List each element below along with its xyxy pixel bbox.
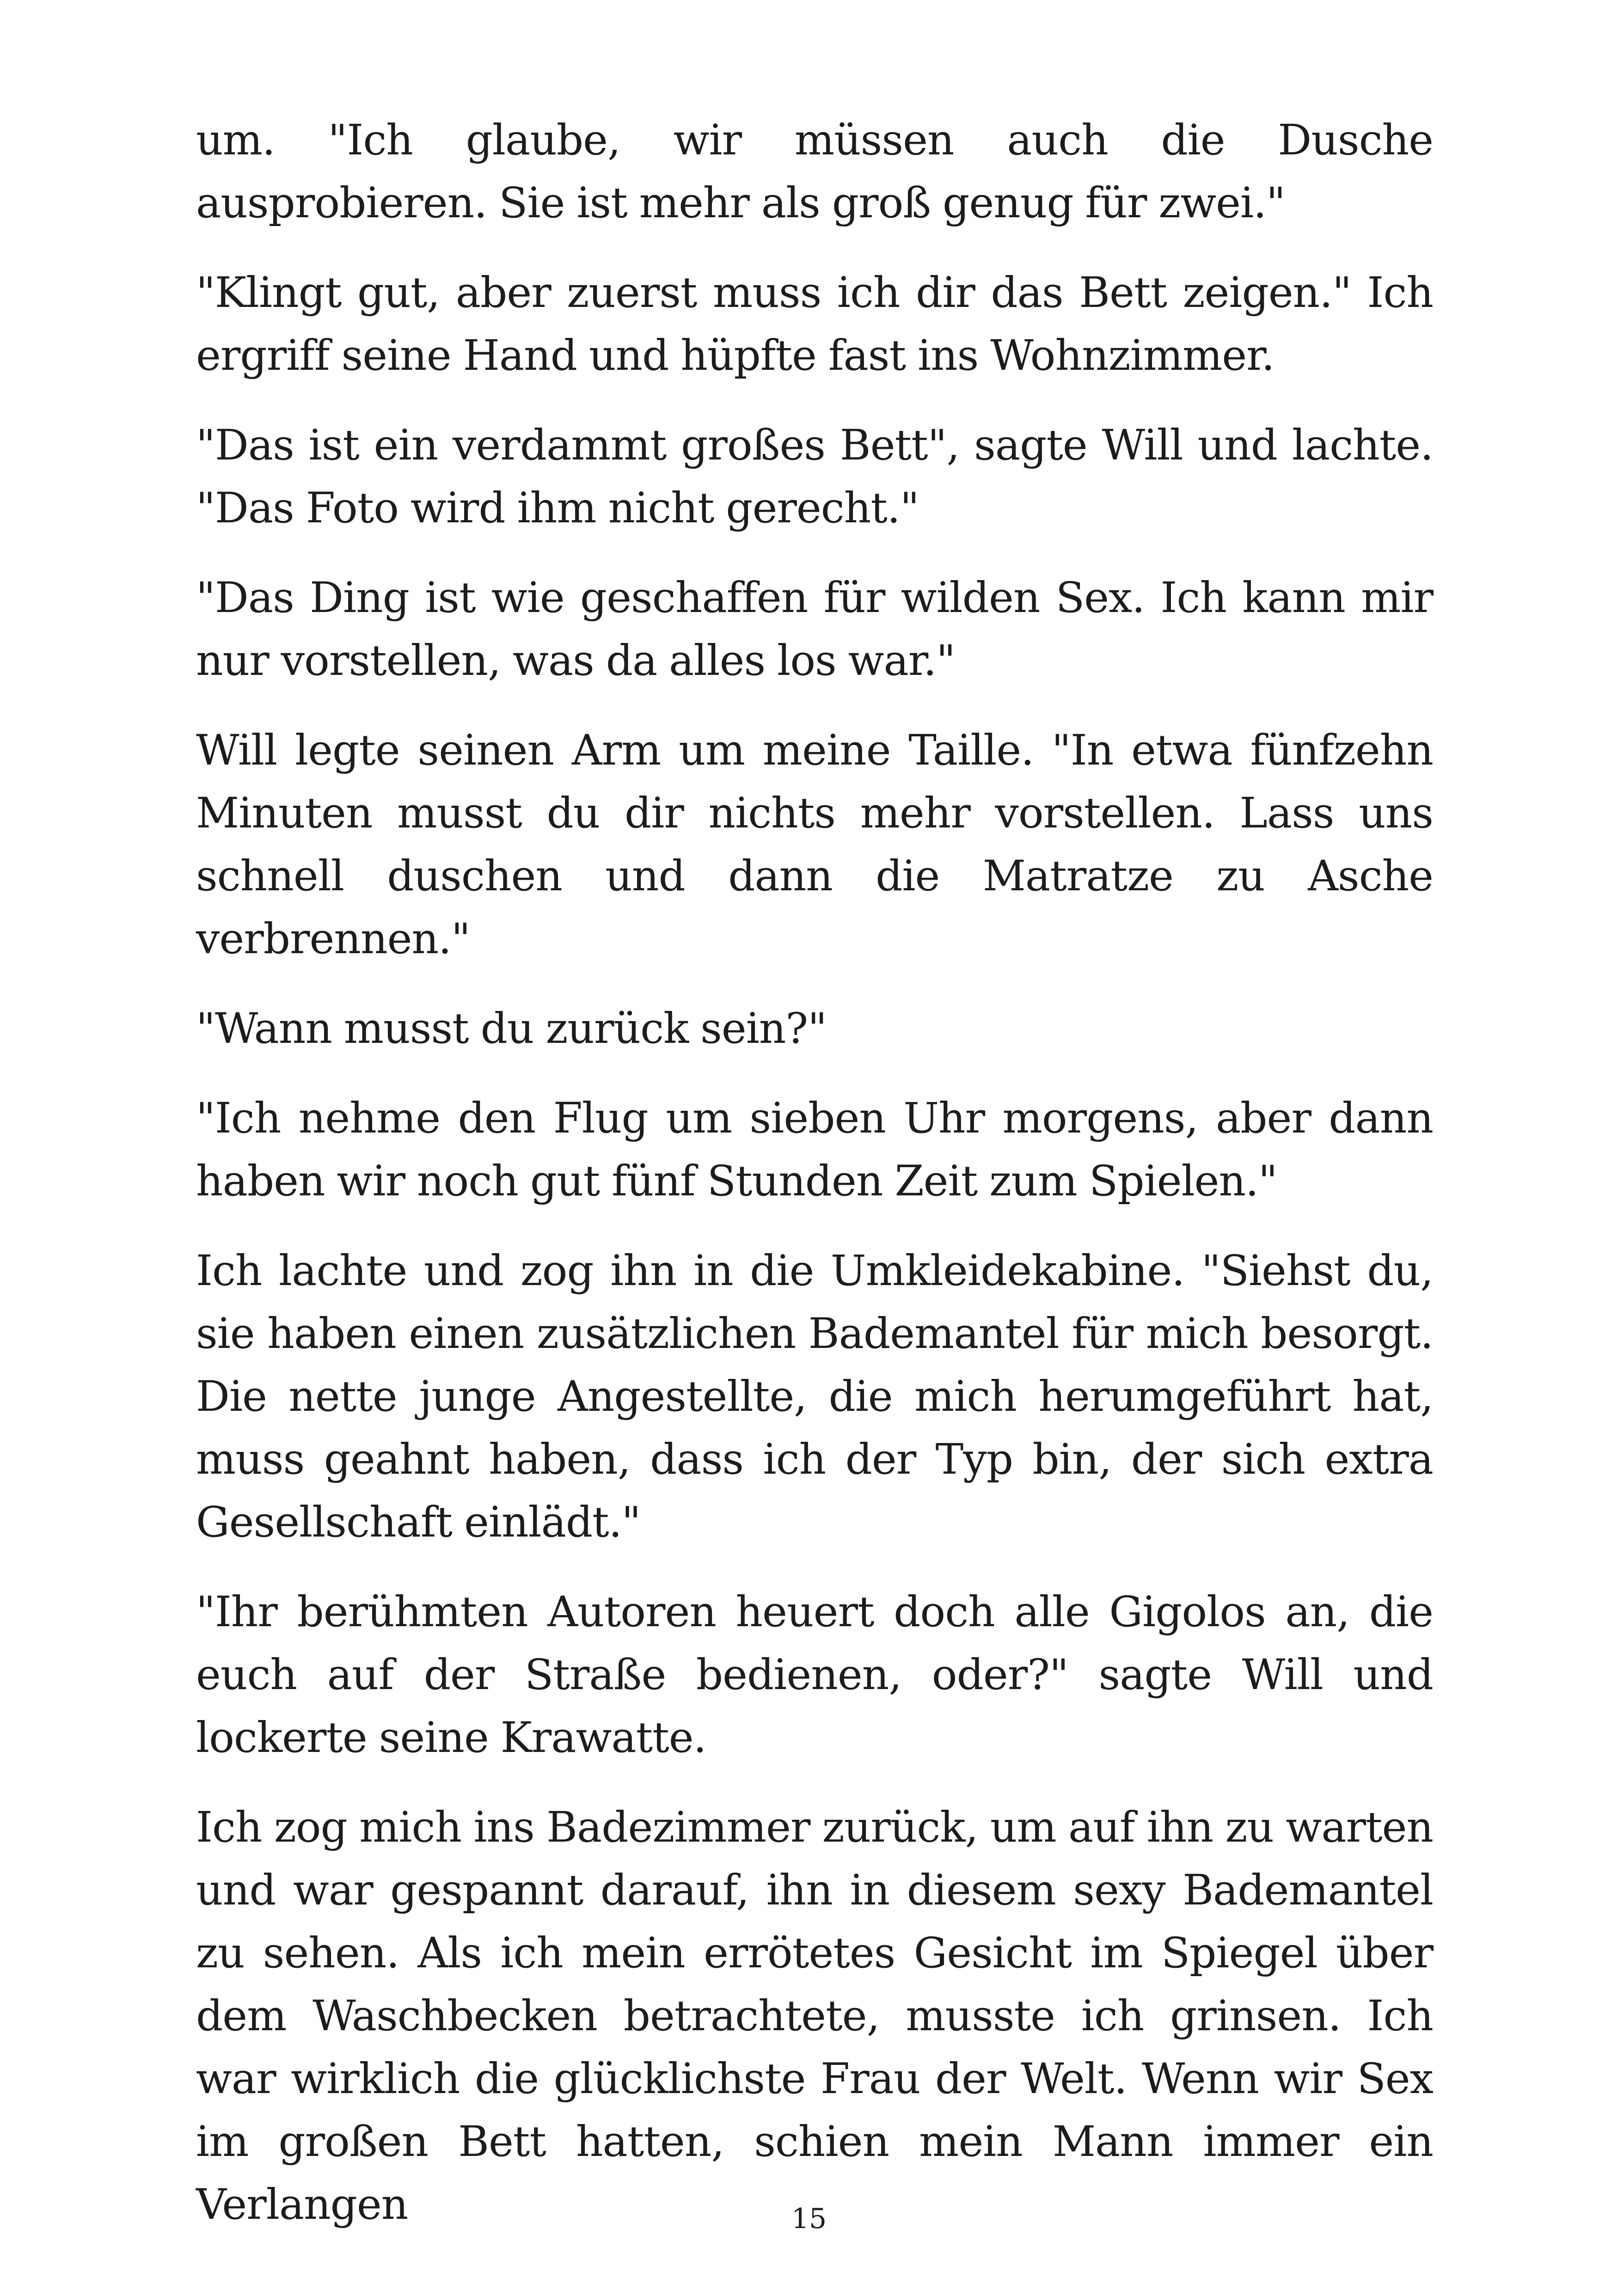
- paragraph: "Klingt gut, aber zuerst muss ich dir das Bett zeigen." Ich ergriff seine Hand und hüpfte fast ins Wohnzimmer.: [196, 269, 1433, 380]
- paragraph: Will legte seinen Arm um meine Taille. "In etwa fünfzehn Minuten musst du dir nichts mehr vorstellen. Lass uns schnell duschen und dann die Matratze zu Asche verbrennen.": [196, 726, 1433, 963]
- paragraph: "Ich nehme den Flug um sieben Uhr morgens, aber dann haben wir noch gut fünf Stunden Zeit zum Spielen.": [196, 1094, 1433, 1206]
- body-text: [196, 109, 1433, 2263]
- paragraph: "Das Ding ist wie geschaffen für wilden Sex. Ich kann mir nur vorstellen, was da alles los war.": [196, 574, 1433, 685]
- paragraph: "Ihr berühmten Autoren heuert doch alle Gigolos an, die euch auf der Straße bedienen, oder?" sagte Will und lockerte seine Krawatte.: [196, 1588, 1433, 1762]
- paragraph: "Das ist ein verdammt großes Bett", sagte Will und lachte. "Das Foto wird ihm nicht gerecht.": [196, 421, 1433, 533]
- paragraph: "Wann musst du zurück sein?": [196, 1004, 827, 1053]
- paragraph: Ich lachte und zog ihn in die Umkleidekabine. "Siehst du, sie haben einen zusätzlichen Bademantel für mich besorgt. Die nette junge Angestellte, die mich herumgeführt hat, muss geahnt haben, dass ich der Typ bin, der sich extra Gesellschaft einlädt.": [196, 1247, 1433, 1547]
- page-number: 15: [791, 2203, 827, 2235]
- paragraph: Ich zog mich ins Badezimmer zurück, um auf ihn zu warten und war gespannt darauf, ihn in diesem sexy Bademantel zu sehen. Als ich mein errötetes Gesicht im Spiegel über dem Waschbecken betrachtete, musste ich grinsen. Ich war wirklich die glücklichste Frau der Welt. Wenn wir Sex im großen Bett hatten, schien mein Mann immer ein Verlangen: [196, 1803, 1433, 2229]
- paragraph: um. "Ich glaube, wir müssen auch die Dusche ausprobieren. Sie ist mehr als groß genug für zwei.": [196, 116, 1433, 227]
